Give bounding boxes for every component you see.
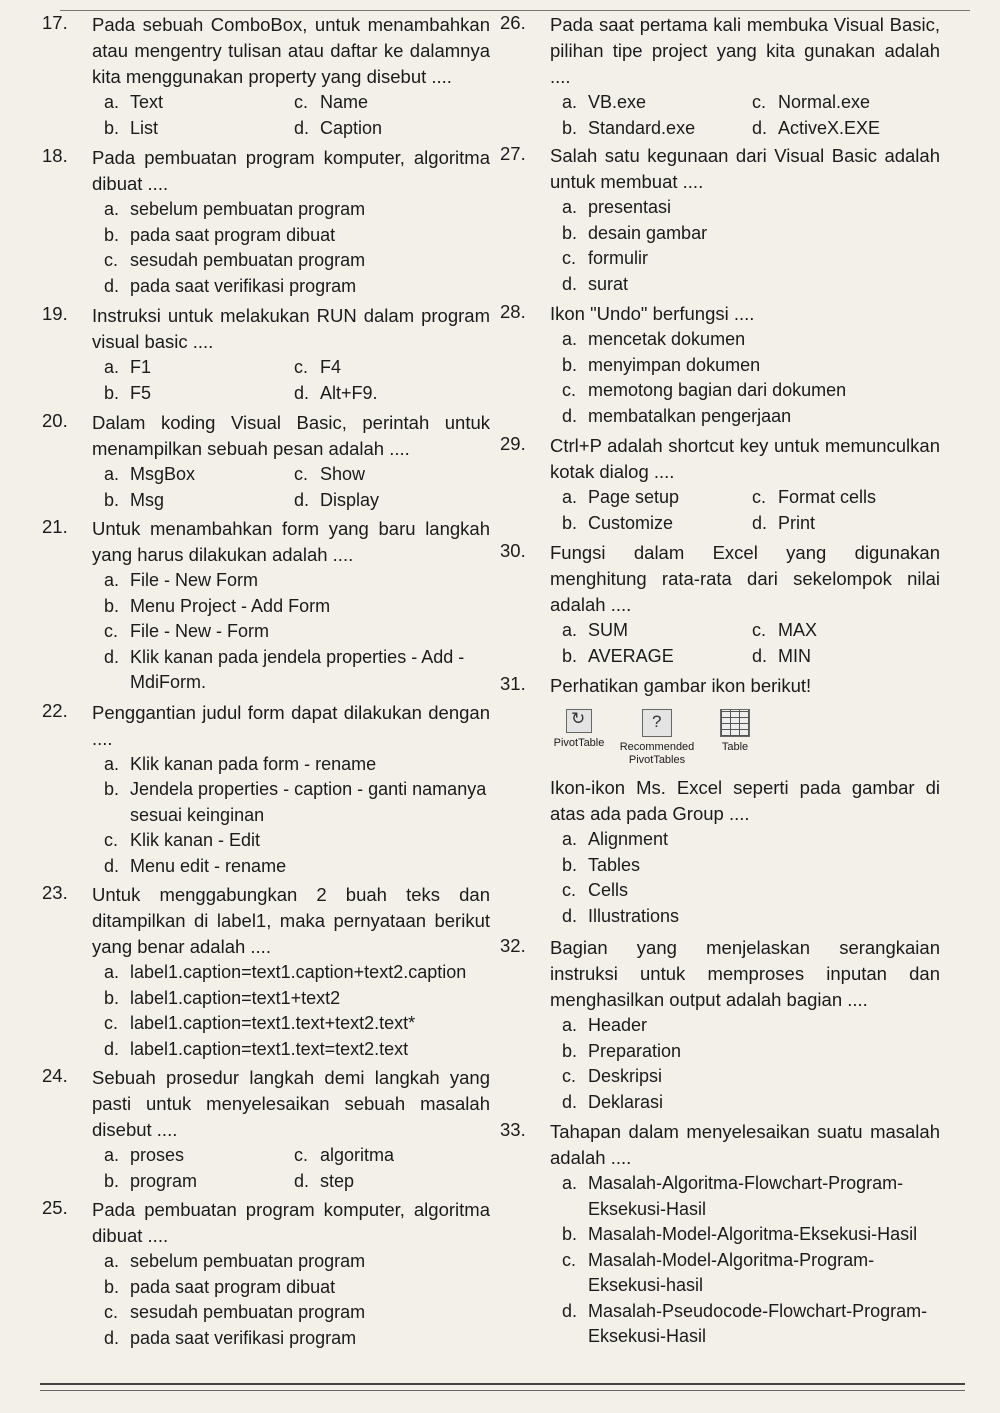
options-list [562,1171,940,1350]
question-number: 31. [500,673,526,694]
bottom-rule-thin [40,1390,965,1391]
option-text: ActiveX.EXE [778,117,881,138]
answer-option [104,1249,490,1275]
answer-option [104,1300,490,1326]
option-letter: d. [752,512,768,533]
options-list [562,195,940,297]
answer-option [104,960,490,986]
option-text: File - New Form [130,570,259,590]
question-text: Pada sebuah ComboBox, untuk menambahkan atau mengentry tulisan atau daftar ke dalamnya kita menggunakan property yang disebut .... [92,14,490,87]
option-letter: d. [104,646,120,667]
option-text: Caption [320,117,383,138]
option-letter: c. [104,1013,119,1033]
option-letter: a. [562,1015,578,1035]
option-text: Illustrations [588,905,680,926]
option-text: surat [588,273,629,294]
option-letter: a. [104,92,120,112]
option-letter: b. [104,1170,120,1191]
question-text: Fungsi dalam Excel yang digunakan menghitung rata-rata dari sekelompok nilai adalah .... [550,542,940,615]
option-text: Standard.exe [588,117,696,138]
option-letter: b. [104,1276,120,1297]
option-letter: b. [104,779,120,799]
icon-label: Table [721,741,749,753]
answer-option [294,381,490,407]
option-letter: b. [562,1224,578,1244]
option-letter: b. [104,489,120,510]
answer-option [562,827,940,853]
question-text: Pada saat pertama kali membuka Visual Basic, pilihan tipe project yang kita gunakan adalah .... [550,14,940,87]
option-letter: d. [104,855,120,876]
answer-option [104,645,490,696]
answer-option [104,462,294,488]
option-text: membatalkan pengerjaan [588,405,792,426]
pivottable-icon [566,709,592,733]
option-letter: c. [752,92,767,112]
option-letter: b. [104,224,120,245]
option-letter: a. [104,753,120,774]
answer-option [104,223,490,249]
options-grid [104,462,490,513]
answer-option [294,1143,490,1169]
option-letter: a. [104,962,120,982]
option-text: proses [130,1145,185,1165]
question-number: 33. [500,1119,526,1140]
option-letter: c. [294,1145,309,1165]
answer-option [562,1013,940,1039]
question-28 [500,301,940,429]
options-grid [562,618,940,669]
option-letter: c. [104,830,119,850]
options-list [104,197,490,299]
icon-label: PivotTable [553,737,605,749]
question-text: Perhatikan gambar ikon berikut! [550,675,812,696]
option-letter: d. [562,1091,578,1112]
option-letter: c. [104,250,119,270]
question-text: Sebuah prosedur langkah demi langkah yang pasti untuk menyelesaikan sebuah masalah disebut .... [92,1067,490,1140]
answer-option [104,986,490,1012]
answer-option [562,378,940,404]
answer-option [752,485,940,511]
option-text: pada saat verifikasi program [130,275,357,296]
option-text: Tables [588,854,641,875]
question-21 [42,516,490,696]
option-letter: a. [562,1173,578,1193]
option-letter: a. [562,92,578,112]
option-text: Text [130,92,164,112]
answer-option [104,90,294,116]
question-number: 29. [500,433,526,454]
option-text: menyimpan dokumen [588,354,761,375]
question-text: Bagian yang menjelaskan serangkaian instruksi untuk memproses inputan dan menghasilkan output adalah bagian .... [550,937,940,1010]
option-letter: b. [104,382,120,403]
question-29 [500,433,940,536]
answer-option [562,353,940,379]
option-text: program [130,1170,198,1191]
answer-option [104,619,490,645]
option-text: Menu Project - Add Form [130,595,331,616]
option-letter: b. [562,854,578,875]
answer-option [294,90,490,116]
option-text: pada saat verifikasi program [130,1327,357,1348]
option-letter: c. [562,1249,577,1270]
answer-option [104,1169,294,1195]
option-text: Masalah-Model-Algoritma-Program-Eksekusi-hasil [588,1249,875,1295]
question-33 [500,1119,940,1350]
answer-option [562,90,752,116]
options-grid [104,1143,490,1194]
option-text: presentasi [588,197,672,217]
question-24 [42,1065,490,1194]
option-text: Msg [130,489,165,510]
option-letter: c. [562,380,577,400]
question-text: Ikon "Undo" berfungsi .... [550,303,755,324]
question-number: 27. [500,143,526,164]
option-text: Cells [588,880,629,900]
question-number: 20. [42,410,68,431]
bottom-rule [40,1383,965,1385]
options-list [562,327,940,429]
option-text: Print [778,512,816,533]
option-text: VB.exe [588,92,647,112]
option-letter: d. [562,405,578,426]
option-text: formulir [588,248,649,268]
option-letter: a. [562,487,578,507]
answer-option [752,618,940,644]
question-text: Pada pembuatan program komputer, algoritma dibuat .... [92,147,490,194]
answer-option [752,644,940,670]
answer-option [562,878,940,904]
option-text: Jendela properties - caption - ganti namanya sesuai keinginan [130,779,487,825]
question-number: 23. [42,882,68,903]
option-letter: b. [104,595,120,616]
answer-option [294,1169,490,1195]
question-number: 30. [500,540,526,561]
option-text: AVERAGE [588,645,674,666]
question-number: 25. [42,1197,68,1218]
option-letter: d. [752,645,768,666]
option-letter: a. [562,329,578,349]
option-letter: d. [294,489,310,510]
answer-option [562,1064,940,1090]
question-text: Dalam koding Visual Basic, perintah untuk menampilkan sebuah pesan adalah .... [92,412,490,459]
option-text: label1.caption=text1.caption+text2.caption [130,962,467,982]
answer-option [562,327,940,353]
option-text: Menu edit - rename [130,855,287,876]
option-text: SUM [588,620,628,640]
option-letter: a. [104,464,120,484]
option-text: File - New - Form [130,621,269,641]
answer-option [104,1037,490,1063]
option-text: MAX [778,620,818,640]
table-item [696,709,774,767]
option-text: Deskripsi [588,1066,663,1086]
option-letter: a. [104,570,120,590]
option-letter: c. [294,464,309,484]
option-text: Masalah-Pseudocode-Flowchart-Program-Eksekusi-Hasil [588,1300,928,1346]
answer-option [104,488,294,514]
question-32 [500,935,940,1115]
question-18 [42,145,490,299]
answer-option [104,381,294,407]
option-letter: c. [562,248,577,268]
option-text: sebelum pembuatan program [130,199,366,219]
option-text: Show [320,464,366,484]
option-text: F5 [130,382,152,403]
question-number: 26. [500,12,526,33]
answer-option [562,221,940,247]
option-text: desain gambar [588,222,708,243]
answer-option [562,1090,940,1116]
answer-option [104,854,490,880]
question-31 [500,673,940,929]
option-text: label1.caption=text1.text+text2.text* [130,1013,416,1033]
question-number: 17. [42,12,68,33]
options-list [104,1249,490,1351]
question-text: Pada pembuatan program komputer, algoritma dibuat .... [92,1199,490,1246]
option-letter: d. [562,905,578,926]
option-text: Klik kanan pada form - rename [130,753,377,774]
question-text: Ctrl+P adalah shortcut key untuk memunculkan kotak dialog .... [550,435,940,482]
answer-option [104,197,490,223]
table-icon [720,709,750,737]
answer-option [562,116,752,142]
answer-option [104,568,490,594]
answer-option [562,246,940,272]
option-letter: d. [294,1170,310,1191]
answer-option [104,248,490,274]
question-text: Penggantian judul form dapat dilakukan dengan .... [92,701,490,749]
option-letter: d. [104,1038,120,1059]
options-list [562,827,940,929]
question-22 [42,700,490,880]
option-letter: b. [562,1040,578,1061]
option-text: Masalah-Algoritma-Flowchart-Program-Eksekusi-Hasil [588,1173,904,1219]
option-text: Name [320,92,369,112]
options-list [104,752,490,880]
option-letter: b. [104,987,120,1008]
option-text: Page setup [588,487,680,507]
answer-option [752,116,940,142]
option-text: Display [320,489,380,510]
option-letter: c. [752,487,767,507]
answer-option [104,274,490,300]
answer-option [562,195,940,221]
option-text: Klik kanan pada jendela properties - Add - MdiForm. [130,646,465,692]
options-grid [104,90,490,141]
options-list [562,1013,940,1115]
answer-option [104,1011,490,1037]
option-letter: b. [562,512,578,533]
answer-option [104,752,490,778]
answer-option [562,1299,940,1350]
option-text: sesudah pembuatan program [130,250,366,270]
question-text: Tahapan dalam menyelesaikan suatu masalah adalah .... [550,1121,940,1168]
answer-option [562,618,752,644]
answer-option [294,355,490,381]
option-letter: d. [294,117,310,138]
option-text: sesudah pembuatan program [130,1302,366,1322]
question-text: Instruksi untuk melakukan RUN dalam program visual basic .... [92,305,490,352]
answer-option [104,116,294,142]
option-text: Normal.exe [778,92,871,112]
question-followup: Ikon-ikon Ms. Excel seperti pada gambar di atas ada pada Group .... [550,777,940,824]
answer-option [562,853,940,879]
option-text: Alignment [588,829,669,849]
option-text: label1.caption=text1.text=text2.text [130,1038,409,1059]
option-text: MsgBox [130,464,196,484]
option-text: sebelum pembuatan program [130,1251,366,1271]
option-letter: a. [104,1145,120,1165]
option-text: Customize [588,512,674,533]
answer-option [294,462,490,488]
option-text: List [130,117,159,138]
option-text: Deklarasi [588,1091,664,1112]
option-text: pada saat program dibuat [130,224,336,245]
question-number: 32. [500,935,526,956]
option-letter: b. [562,222,578,243]
option-letter: a. [562,197,578,217]
option-text: pada saat program dibuat [130,1276,336,1297]
question-number: 24. [42,1065,68,1086]
option-letter: c. [562,880,577,900]
option-letter: b. [562,645,578,666]
pivottable-item [540,709,618,767]
answer-option [562,1039,940,1065]
question-20 [42,410,490,513]
recommended-pivottables-icon [642,709,672,737]
answer-option [562,904,940,930]
option-text: Masalah-Model-Algoritma-Eksekusi-Hasil [588,1224,918,1244]
answer-option [562,272,940,298]
option-letter: b. [562,117,578,138]
answer-option [104,1326,490,1352]
option-letter: c. [104,621,119,641]
answer-option [104,355,294,381]
answer-option [562,1222,940,1248]
option-letter: d. [104,1327,120,1348]
answer-option [752,90,940,116]
option-letter: c. [562,1066,577,1086]
option-letter: d. [562,1300,578,1321]
option-letter: c. [294,92,309,112]
option-letter: c. [294,357,309,377]
question-text: Untuk menambahkan form yang baru langkah yang harus dilakukan adalah .... [92,518,490,565]
option-letter: d. [104,275,120,296]
option-letter: d. [752,117,768,138]
question-number: 28. [500,301,526,322]
answer-option [562,1248,940,1299]
option-letter: b. [562,354,578,375]
question-text: Untuk menggabungkan 2 buah teks dan ditampilkan di label1, maka pernyataan berikut yang benar adalah .... [92,884,490,957]
option-text: MIN [778,645,811,666]
option-text: label1.caption=text1+text2 [130,987,341,1008]
option-letter: b. [104,117,120,138]
option-letter: c. [104,1302,119,1322]
option-text: step [320,1170,355,1191]
answer-option [752,511,940,537]
option-text: Alt+F9. [320,382,378,403]
question-number: 19. [42,303,68,324]
option-text: mencetak dokumen [588,329,746,349]
answer-option [104,1143,294,1169]
option-text: F4 [320,357,342,377]
right-column [500,12,940,1350]
question-30 [500,540,940,669]
option-letter: a. [562,829,578,849]
option-letter: a. [104,357,120,377]
question-25 [42,1197,490,1351]
question-27 [500,143,940,297]
answer-option [562,485,752,511]
options-grid [562,485,940,536]
left-column [42,12,490,1351]
options-list [104,960,490,1062]
option-text: memotong bagian dari dokumen [588,380,847,400]
answer-option [104,594,490,620]
question-number: 21. [42,516,68,537]
answer-option [562,404,940,430]
answer-option [104,1275,490,1301]
option-letter: a. [104,199,120,219]
question-number: 22. [42,699,68,721]
top-rule [60,10,970,11]
option-text: algoritma [320,1145,395,1165]
option-text: Preparation [588,1040,682,1061]
question-number: 18. [42,145,68,166]
options-grid [104,355,490,406]
answer-option [104,777,490,828]
question-23 [42,882,490,1062]
answer-option [562,1171,940,1222]
answer-option [562,644,752,670]
answer-option [294,488,490,514]
option-text: Header [588,1015,648,1035]
recommended-pivottables-item [618,709,696,767]
option-letter: c. [752,620,767,640]
options-list [104,568,490,696]
icon-label: Recommended PivotTables [619,741,695,766]
option-letter: d. [294,382,310,403]
question-text: Salah satu kegunaan dari Visual Basic adalah untuk membuat .... [550,145,940,192]
excel-icon-group [540,709,940,767]
question-17 [42,12,490,141]
option-text: Format cells [778,487,877,507]
answer-option [562,511,752,537]
answer-option [104,828,490,854]
question-26 [500,12,940,141]
question-19 [42,303,490,406]
option-letter: a. [562,620,578,640]
options-grid [562,90,940,141]
option-text: Klik kanan - Edit [130,830,261,850]
answer-option [294,116,490,142]
option-letter: a. [104,1251,120,1271]
option-text: F1 [130,357,152,377]
option-letter: d. [562,273,578,294]
